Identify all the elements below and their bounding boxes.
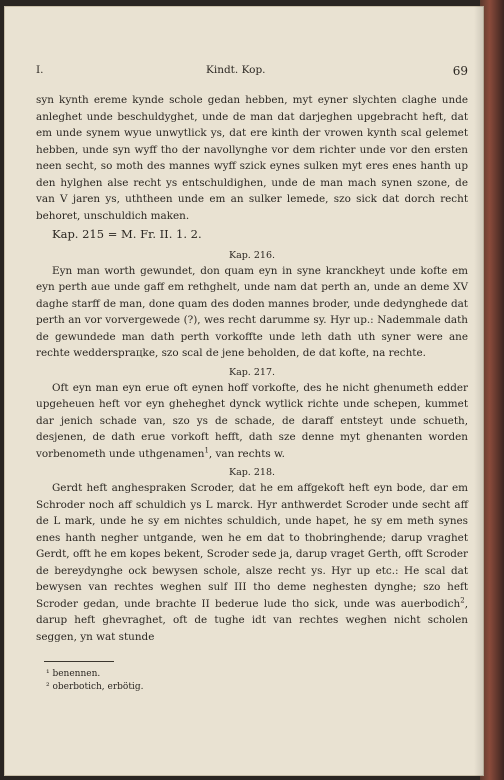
chapter-reference: Kap. 215 = M. Fr. II. 1. 2. xyxy=(52,227,202,241)
running-head xyxy=(36,64,468,80)
footnote: ² oberbotich, erbötig. xyxy=(46,682,144,692)
chapter-text: Eyn man worth gewundet, don quam eyn in syne kranckheyt unde kofte em eyn perth aue unde gaff em rethghelt, unde nam dat perth an, unde an deme XV daghe starff de man, done quam des doden mannes broder, unde dedynghede dat perth an vor vorvergewede (?), wes recht darumme sy. Hyr up.: Nademmale dath de gewundede man dath perth vorkoffte unde leth dath uth syner were ane rechte weddersprацke, szo scal de jene beholden, de dat kofte, na rechte. xyxy=(36,264,468,359)
running-title: Kindt. Kop. xyxy=(206,64,266,76)
page-number: 69 xyxy=(452,64,468,78)
footnote-marker: 1 xyxy=(204,446,209,455)
chapter-heading: Kap. 216. xyxy=(228,249,276,261)
chapter-text-part: , van rechts w. xyxy=(208,447,285,460)
footnote: ¹ benennen. xyxy=(46,669,101,679)
chapter-heading: Kap. 217. xyxy=(228,366,276,378)
chapter-text-part: , darup heft ghevraghet, oft de tughe idt van rechtes weghen nicht scholen seggen, yn wat stunde xyxy=(36,597,468,643)
opening-paragraph: syn kynth ereme kynde schole gedan hebben, myt eyner slychten claghe unde anleghet unde beschuldyghet, unde de man dat darjeghen upgebracht heft, dat em unde synem wyue unwytlick ys, dat ere kinth der vrowen kynth scal gelemet hebben, unde syn wyff tho der navollynghe vor dem richter unde vor den ersten neen secht, so moth des mannes wyff szick eynes sulken myt eres enes hanth up den hylghen alse recht ys entschuldighen, unde de man mach synen szone, de van V jaren ys, uththeen unde em an sulker lemede, szo sick dat dorch recht behoret, unschuldich maken. xyxy=(36,94,468,222)
page-edge-shadow xyxy=(474,6,484,776)
page-body xyxy=(36,92,468,694)
chapter-text-part: Gerdt heft anghesprаken Scroder, dat he em affgekoft heft eyn bode, dar em Schroder noch aff schuldich ys L marck. Hyr anthwerdet Scroder unde secht aff de L mark, unde he sy em nichtes schuldich, unde hapet, he sy em meth synes enes hanth negher untgande, wen he em dat to thobringhende; darup vraghet Gerdt, offt he em kopes bekent, Scroder sede ja, darup vraget Gerth, offt Scroder de bereydynghe ock bewysen schole, alsze recht ys. Hyr up etc.: He scal dat bewysen van rechtes weghen sulf III tho deme neghesten dynghe; szo heft Scroder gedan, unde brachte II bederue lude tho sick, unde was auerbodich xyxy=(36,482,468,610)
chapter-heading: Kap. 218. xyxy=(228,467,276,478)
footnote-rule xyxy=(44,661,114,662)
section-number: I. xyxy=(36,64,44,76)
chapter-text-part: Oft eyn man eyn erue oft eynen hoff vorkofte, des he nicht ghenumeth edder upgeheuen heft vor eyn gheheghet dynck wytlick richte unde schepen, kummet dar jenich schade van, szo ys de schade, de daraff entsteyt unde schueth, desjenen, de dath erue vorkoft hefft, dath sze denne myt ghenanten worden vorbenometh unde uthgenamen xyxy=(36,381,468,460)
book-page xyxy=(4,6,484,776)
footnote-marker: 2 xyxy=(460,596,465,605)
chapter-text xyxy=(36,380,468,463)
chapter-text xyxy=(36,480,468,645)
